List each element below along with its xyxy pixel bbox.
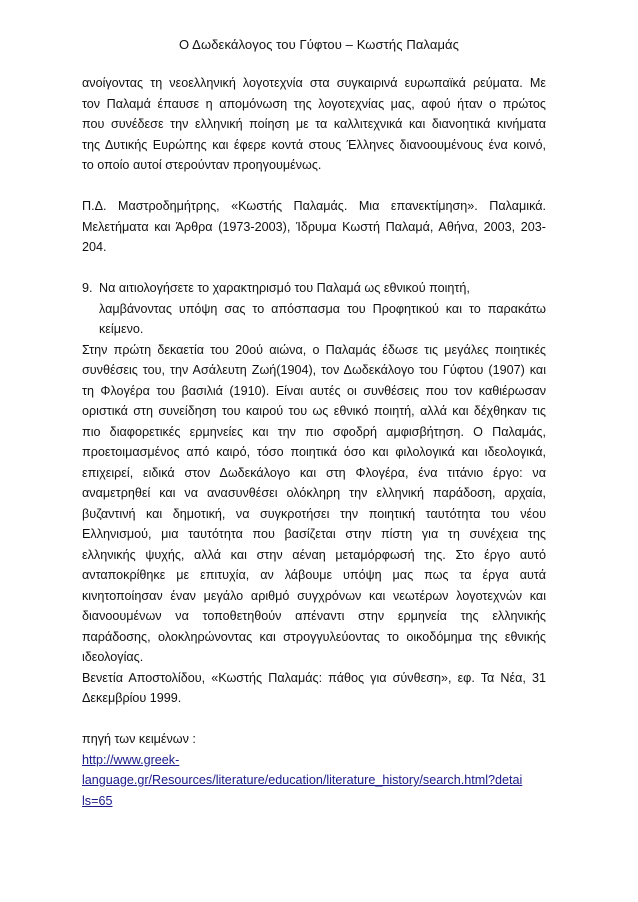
text-line: Μελετήματα και Άρθρα (1973-2003), Ίδρυμα Κωστή Παλαμά, Αθήνα, 2003, 203- (82, 219, 546, 234)
text-line: ελληνικής ψυχής, αλλά και στην αέναη μεταμόρφωσή της. Στο έργο αυτό (82, 547, 546, 562)
text-line: της Δυτικής Ευρώπης και έφερε κοντά στους Έλληνες διανοουμένους ένα κοινό, (82, 137, 546, 152)
source-link[interactable]: ls=65 (82, 793, 113, 808)
page-content (82, 73, 546, 811)
text-line: προετοιμασμένος από καιρό, τόσο ποιητικά όσο και φιλολογικά και ιδεολογικά, (82, 445, 546, 459)
text-line: λαμβάνοντας υπόψη σας το απόσπασμα του Προφητικού και το παρακάτω (99, 301, 546, 316)
page-header: Ο Δωδεκάλογος του Γύφτου – Κωστής Παλαμάς (178, 37, 460, 52)
paragraph-palamas (82, 340, 546, 668)
question-9 (82, 278, 546, 340)
source-label: πηγή των κειμένων : (82, 732, 196, 746)
text-line: αναμετρηθεί και να ανασυνθέσει ολόκληρη την ελληνική παράδοση, αρχαία, (82, 486, 546, 500)
text-line: επιχειρεί, ειδικά στον Δωδεκάλογο και στη Φλογέρα, ένα τιτάνιο έργο: να (82, 465, 546, 480)
text-line: που συνέδεσε την ελληνική ποίηση με τα καλλιτεχνικά και διανοητικά κινήματα (82, 117, 546, 131)
text-line: πιο διαφορετικές ερμηνείες και την πιο σφοδρή αμφισβήτηση. Ο Παλαμάς, (82, 424, 546, 439)
text-line: ιδεολογίας. (82, 650, 144, 664)
source-section (82, 729, 546, 811)
paragraph-intro (82, 73, 546, 176)
citation-apostolidou (82, 668, 546, 709)
paragraph-spacer (82, 709, 546, 730)
text-line: ανταποκρίθηκε με επιτυχία, αν λάβουμε υπόψη μας πως τα έργα αυτά (82, 568, 546, 582)
text-line: Δεκεμβρίου 1999. (82, 691, 182, 705)
source-link-line (82, 750, 546, 771)
text-line: παράδοσης, ολοκληρώνοντας και στρογγυλεύοντας το οικοδόμημα της εθνικής (82, 629, 546, 644)
text-line: κείμενο. (99, 322, 144, 336)
source-link[interactable]: language.gr/Resources/literature/education/literature_history/search.html?detai (82, 773, 523, 787)
text-line: Βενετία Αποστολίδου, «Κωστής Παλαμάς: πάθος για σύνθεση», εφ. Τα Νέα, 31 (82, 670, 546, 685)
source-link-line (82, 791, 546, 812)
text-line: Π.Δ. Μαστροδημήτρης, «Κωστής Παλαμάς. Μια επανεκτίμηση». Παλαμικά. (82, 199, 546, 213)
question-number: 9. (82, 281, 93, 295)
text-line: κινητοποίησαν έναν μεγάλο αριθμό συγχρόνων και νεωτέρων λογοτεχνών και (82, 588, 546, 603)
text-line: το οποίο αυτοί στερούνταν προηγουμένως. (82, 158, 322, 172)
text-line: τη Φλογέρα του βασιλιά (1910). Είναι αυτές οι συνθέσεις που τον καθιέρωσαν (82, 383, 546, 398)
text-line: διανοουμένων να τοποθετηθούν απέναντι στην ερμηνεία της ελληνικής (82, 609, 546, 623)
text-line: Στην πρώτη δεκαετία του 20ού αιώνα, ο Παλαμάς έδωσε τις μεγάλες ποιητικές (82, 342, 546, 357)
citation-mastrodimitris (82, 196, 546, 258)
source-link[interactable]: http://www.greek- (82, 752, 180, 767)
text-line: οριστικά στη συνείδηση του καιρού του ως εθνικό ποιητή, αλλά και δέχθηκαν τις (82, 404, 546, 418)
paragraph-spacer (82, 258, 546, 279)
text-line: συνθέσεις του, την Ασάλευτη Ζωή(1904), τον Δωδεκάλογο του Γύφτου (1907) και (82, 363, 546, 377)
text-line: Να αιτιολογήσετε το χαρακτηρισμό του Παλαμά ως εθνικού ποιητή, (99, 281, 470, 295)
source-link-line (82, 770, 546, 791)
question-first-line (82, 278, 546, 299)
text-line: ανοίγοντας τη νεοελληνική λογοτεχνία στα συγκαιρινά ευρωπαϊκά ρεύματα. Με (82, 76, 546, 90)
text-line: τον Παλαμά έπαυσε η απομόνωση της λογοτεχνίας μας, αφού ήταν ο πρώτος (82, 96, 546, 111)
paragraph-spacer (82, 176, 546, 197)
text-line: Ελληνισμού, μια ταυτότητα που βασίζεται στην πίστη για τη συνέχεια της (82, 527, 546, 541)
text-line: βυζαντινή και δημοτική, να συγκροτήσει την ποιητική ταυτότητα του νέου (82, 506, 546, 521)
text-line: 204. (82, 240, 107, 254)
